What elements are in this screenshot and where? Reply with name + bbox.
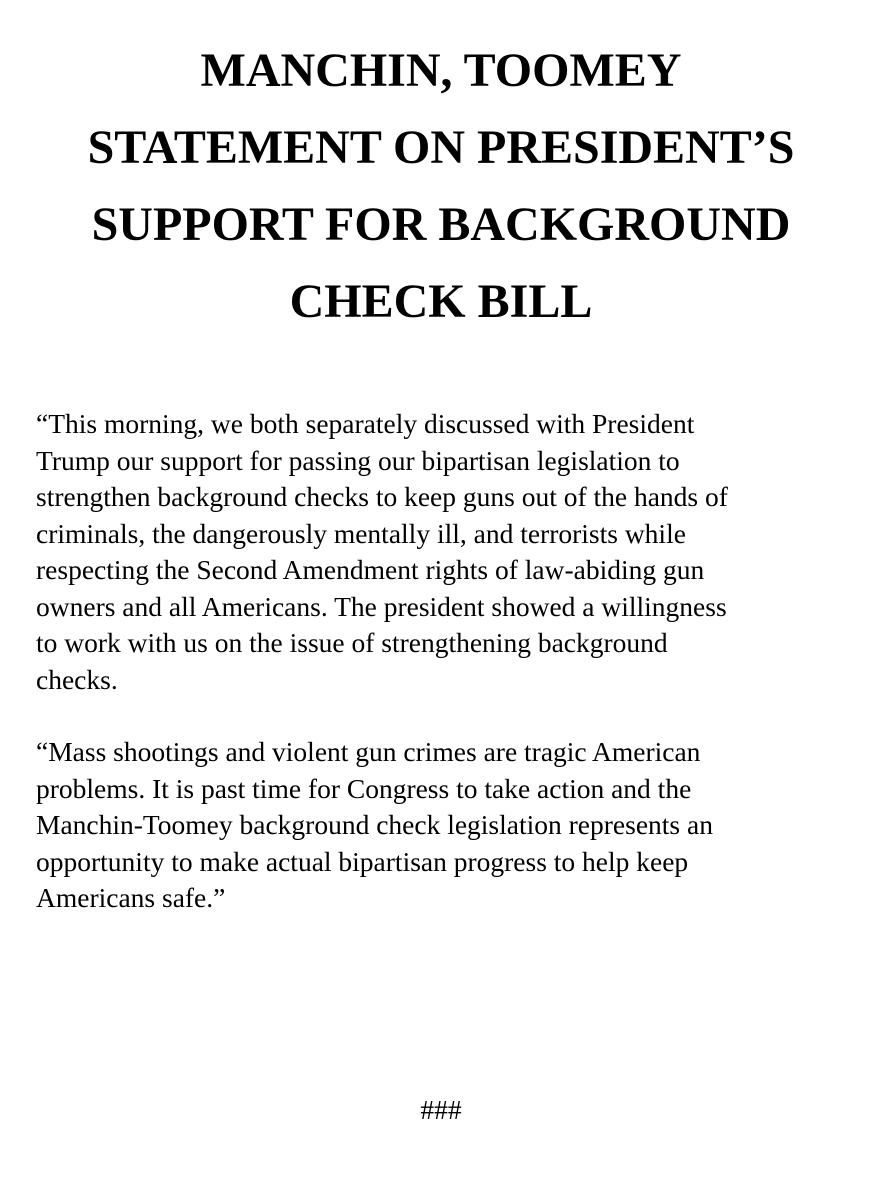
paragraph-line: respecting the Second Amendment rights of law-abiding gun — [36, 554, 705, 585]
end-of-release-mark: ### — [420, 1094, 462, 1125]
paragraph-line: problems. It is past time for Congress to take action and the — [36, 772, 692, 804]
paragraph-line: Trump our support for passing our bipartisan legislation to — [36, 444, 680, 476]
paragraph-line: criminals, the dangerously mentally ill, and terrorists while — [36, 517, 686, 549]
paragraph-line: owners and all Americans. The president showed a willingness — [36, 590, 727, 622]
paragraph-line: strengthen background checks to keep guns out of the hands of — [36, 481, 728, 512]
paragraph-line: Americans safe.” — [36, 882, 226, 913]
statement-paragraph-2 — [36, 734, 846, 917]
title-line: STATEMENT ON PRESIDENT’S — [87, 121, 795, 174]
paragraph-line: opportunity to make actual bipartisan progress to help keep — [36, 845, 689, 877]
title-line: CHECK BILL — [289, 275, 593, 328]
paragraph-line: Manchin-Toomey background check legislation represents an — [36, 809, 713, 840]
paragraph-line: “This morning, we both separately discussed with President — [36, 408, 695, 439]
statement-paragraph-1 — [36, 406, 846, 698]
paragraph-line: to work with us on the issue of strengthening background — [36, 627, 668, 658]
title-line: MANCHIN, TOOMEY — [200, 44, 682, 97]
paragraph-line: checks. — [36, 663, 118, 695]
statement-body — [36, 406, 846, 917]
paragraph-line: “Mass shootings and violent gun crimes are tragic American — [36, 736, 701, 767]
title-line: SUPPORT FOR BACKGROUND — [91, 198, 791, 251]
document-title — [36, 32, 846, 340]
